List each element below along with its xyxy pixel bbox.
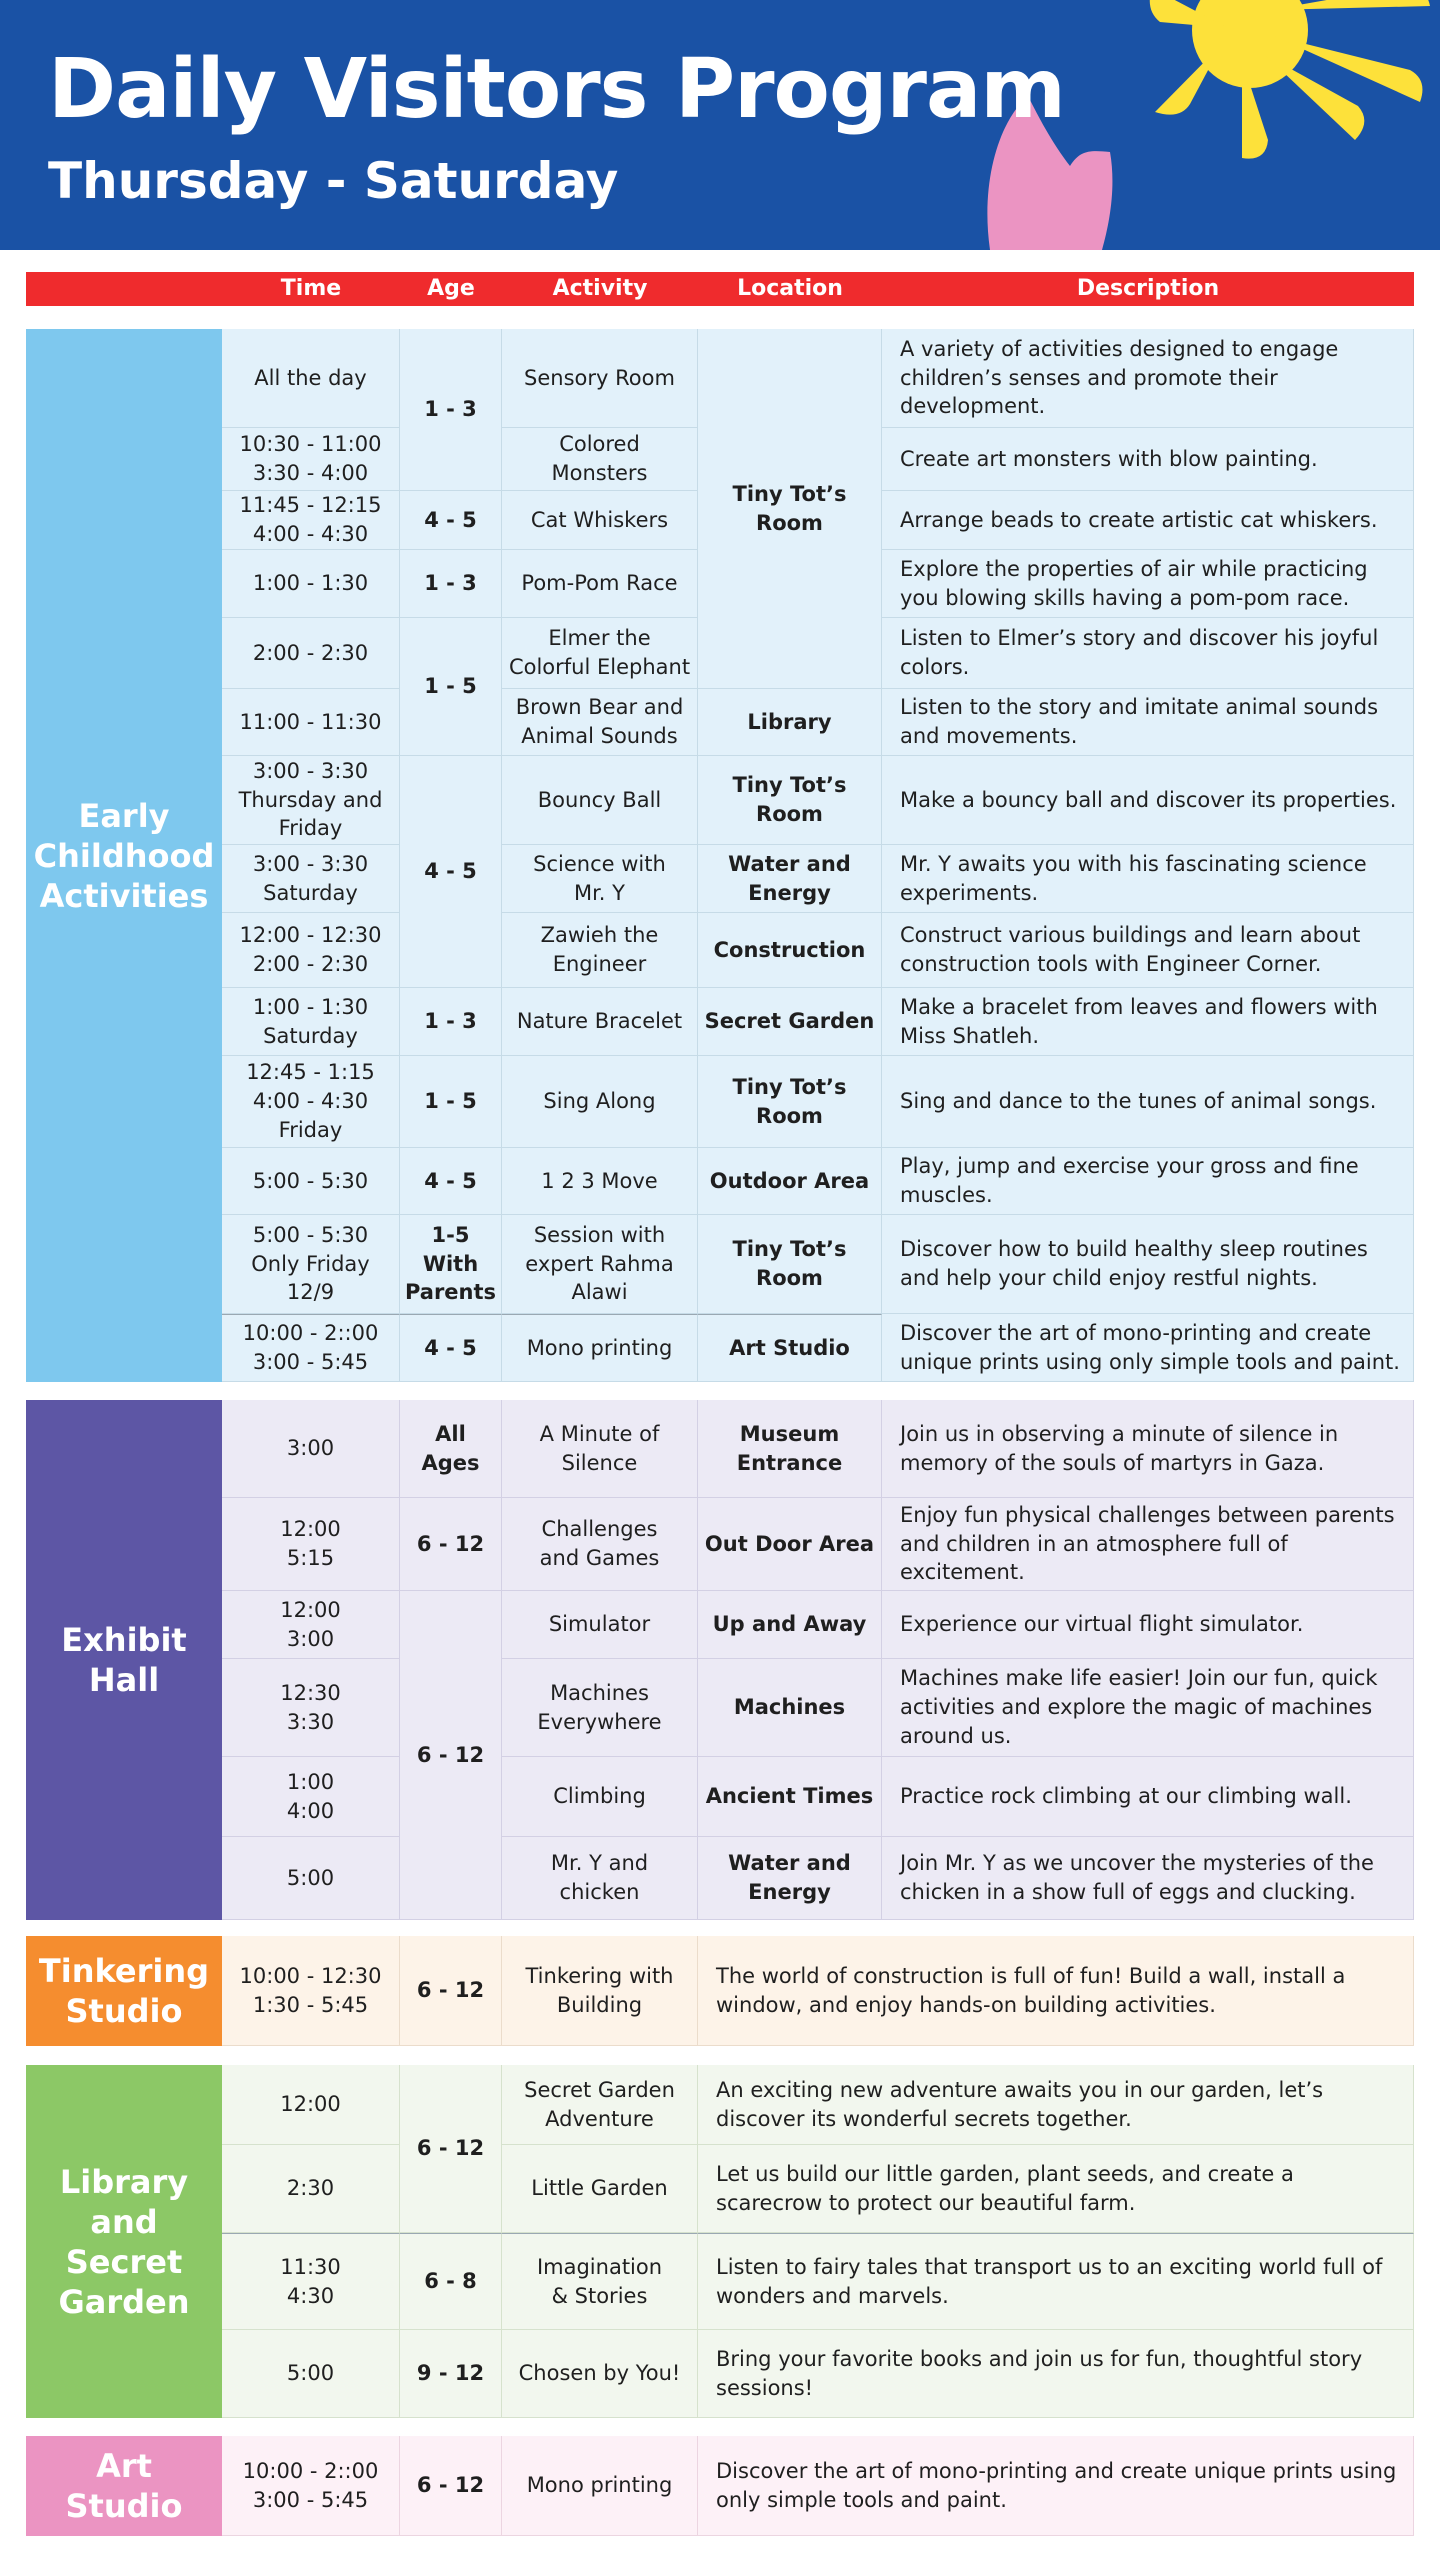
cell-description: Join us in observing a minute of silence in memory of the souls of martyrs in Gaza. (882, 1400, 1414, 1498)
cell-description: Listen to the story and imitate animal sounds and movements. (882, 689, 1414, 756)
cell-age: All Ages (400, 1400, 502, 1498)
cell-time: 2:30 (222, 2145, 400, 2233)
cell-description: Practice rock climbing at our climbing wall. (882, 1757, 1414, 1837)
cell-age: 4 - 5 (400, 756, 502, 988)
cell-description: Join Mr. Y as we uncover the mysteries of the chicken in a show full of eggs and clucking. (882, 1837, 1414, 1920)
cell-age: 1 - 3 (400, 988, 502, 1056)
cell-time: 11:45 - 12:15 4:00 - 4:30 (222, 491, 400, 550)
cell-time: 12:45 - 1:15 4:00 - 4:30 Friday (222, 1056, 400, 1148)
cell-description: An exciting new adventure awaits you in our garden, let’s discover its wonderful secrets together. (698, 2065, 1414, 2145)
cell-activity: Science with Mr. Y (502, 845, 698, 913)
cell-activity: Mono printing (502, 2436, 698, 2536)
cell-activity: Secret Garden Adventure (502, 2065, 698, 2145)
cell-time: 5:00 - 5:30 Only Friday 12/9 (222, 1215, 400, 1314)
section-label-tinkering: Tinkering Studio (26, 1936, 222, 2046)
cell-activity: Little Garden (502, 2145, 698, 2233)
section-label-art: Art Studio (26, 2436, 222, 2536)
cell-activity: Pom-Pom Race (502, 550, 698, 618)
cell-description: Machines make life easier! Join our fun, quick activities and explore the magic of machines around us. (882, 1659, 1414, 1757)
cell-description: Play, jump and exercise your gross and fine muscles. (882, 1148, 1414, 1215)
cell-age: 6 - 12 (400, 1936, 502, 2046)
cell-description: A variety of activities designed to engage children’s senses and promote their development. (882, 329, 1414, 428)
cell-location: Machines (698, 1659, 882, 1757)
cell-age: 1 - 3 (400, 329, 502, 491)
cell-description: Explore the properties of air while practicing you blowing skills having a pom-pom race. (882, 550, 1414, 618)
cell-time: 12:30 3:30 (222, 1659, 400, 1757)
cell-time: 12:00 5:15 (222, 1498, 400, 1591)
cell-activity: Machines Everywhere (502, 1659, 698, 1757)
cell-activity: A Minute of Silence (502, 1400, 698, 1498)
cell-time: 10:00 - 2::00 3:00 - 5:45 (222, 1314, 400, 1382)
cell-time: 12:00 - 12:30 2:00 - 2:30 (222, 913, 400, 988)
cell-activity: Climbing (502, 1757, 698, 1837)
section-label-early: Early Childhood Activities (26, 329, 222, 1382)
cell-time: 3:00 - 3:30 Thursday and Friday (222, 756, 400, 845)
cell-activity: Chosen by You! (502, 2330, 698, 2418)
cell-location: Library (698, 689, 882, 756)
cell-time: 1:00 - 1:30 (222, 550, 400, 618)
header-banner (0, 0, 1440, 250)
cell-description: Mr. Y awaits you with his fascinating science experiments. (882, 845, 1414, 913)
cell-age: 1 - 5 (400, 618, 502, 756)
cell-activity: Zawieh the Engineer (502, 913, 698, 988)
column-header-bar (26, 272, 1414, 306)
cell-activity: Session with expert Rahma Alawi (502, 1215, 698, 1314)
cell-age: 9 - 12 (400, 2330, 502, 2418)
cell-location: Tiny Tot’s Room (698, 1056, 882, 1148)
column-header-time: Time (280, 276, 342, 301)
cell-description: Enjoy fun physical challenges between parents and children in an atmosphere full of excitement. (882, 1498, 1414, 1591)
cell-activity: Bouncy Ball (502, 756, 698, 845)
cell-age: 1 - 5 (400, 1056, 502, 1148)
cell-location: Museum Entrance (698, 1400, 882, 1498)
cell-description: Let us build our little garden, plant seeds, and create a scarecrow to protect our beautiful farm. (698, 2145, 1414, 2233)
cell-location: Tiny Tot’s Room (698, 1215, 882, 1314)
cell-location: Construction (698, 913, 882, 988)
cell-location: Up and Away (698, 1591, 882, 1659)
cell-description: Bring your favorite books and join us for fun, thoughtful story sessions! (698, 2330, 1414, 2418)
cell-age: 6 - 12 (400, 1591, 502, 1920)
cell-time: 1:00 4:00 (222, 1757, 400, 1837)
cell-age: 4 - 5 (400, 491, 502, 550)
cell-location: Secret Garden (698, 988, 882, 1056)
cell-description: Listen to fairy tales that transport us to an exciting world full of wonders and marvels. (698, 2233, 1414, 2330)
cell-time: 5:00 - 5:30 (222, 1148, 400, 1215)
cell-time: 11:30 4:30 (222, 2233, 400, 2330)
cell-description: Create art monsters with blow painting. (882, 428, 1414, 491)
cell-time: All the day (222, 329, 400, 428)
cell-age: 1-5 With Parents (400, 1215, 502, 1314)
cell-description: The world of construction is full of fun! Build a wall, install a window, and enjoy hands-on building activities. (698, 1936, 1414, 2046)
cell-location: Out Door Area (698, 1498, 882, 1591)
cell-activity: Tinkering with Building (502, 1936, 698, 2046)
cell-age: 1 - 3 (400, 550, 502, 618)
section-label-exhibit: Exhibit Hall (26, 1400, 222, 1920)
cell-age: 6 - 12 (400, 1498, 502, 1591)
column-header-description: Description (1076, 276, 1220, 301)
cell-activity: Elmer the Colorful Elephant (502, 618, 698, 689)
cell-description: Listen to Elmer’s story and discover his joyful colors. (882, 618, 1414, 689)
cell-activity: Sing Along (502, 1056, 698, 1148)
cell-description: Discover how to build healthy sleep routines and help your child enjoy restful nights. (882, 1215, 1414, 1314)
cell-location: Tiny Tot’s Room (698, 329, 882, 689)
cell-time: 10:00 - 12:30 1:30 - 5:45 (222, 1936, 400, 2046)
cell-location: Outdoor Area (698, 1148, 882, 1215)
cell-activity: Mr. Y and chicken (502, 1837, 698, 1920)
cell-location: Ancient Times (698, 1757, 882, 1837)
cell-activity: Brown Bear and Animal Sounds (502, 689, 698, 756)
cell-activity: Sensory Room (502, 329, 698, 428)
cell-location: Water and Energy (698, 1837, 882, 1920)
column-header-age: Age (427, 276, 475, 301)
section-label-library: Library and Secret Garden (26, 2065, 222, 2418)
cell-description: Sing and dance to the tunes of animal songs. (882, 1056, 1414, 1148)
cell-activity: Challenges and Games (502, 1498, 698, 1591)
cell-activity: Cat Whiskers (502, 491, 698, 550)
cell-location: Water and Energy (698, 845, 882, 913)
cell-age: 4 - 5 (400, 1148, 502, 1215)
page-title: Daily Visitors Program (48, 42, 1065, 137)
cell-activity: 1 2 3 Move (502, 1148, 698, 1215)
cell-location: Tiny Tot’s Room (698, 756, 882, 845)
cell-time: 10:30 - 11:00 3:30 - 4:00 (222, 428, 400, 491)
cell-description: Discover the art of mono-printing and create unique prints using only simple tools and paint. (698, 2436, 1414, 2536)
cell-age: 6 - 12 (400, 2436, 502, 2536)
cell-description: Make a bracelet from leaves and flowers with Miss Shatleh. (882, 988, 1414, 1056)
cell-description: Discover the art of mono-printing and create unique prints using only simple tools and paint. (882, 1314, 1414, 1382)
cell-time: 11:00 - 11:30 (222, 689, 400, 756)
cell-time: 10:00 - 2::00 3:00 - 5:45 (222, 2436, 400, 2536)
column-header-location: Location (737, 276, 843, 301)
cell-activity: Colored Monsters (502, 428, 698, 491)
cell-description: Arrange beads to create artistic cat whiskers. (882, 491, 1414, 550)
cell-time: 5:00 (222, 1837, 400, 1920)
cell-activity: Simulator (502, 1591, 698, 1659)
cell-location: Art Studio (698, 1314, 882, 1382)
cell-activity: Mono printing (502, 1314, 698, 1382)
column-header-activity: Activity (552, 276, 648, 301)
page-subtitle: Thursday - Saturday (48, 152, 619, 210)
cell-time: 12:00 (222, 2065, 400, 2145)
cell-description: Experience our virtual flight simulator. (882, 1591, 1414, 1659)
cell-age: 4 - 5 (400, 1314, 502, 1382)
cell-time: 3:00 - 3:30 Saturday (222, 845, 400, 913)
cell-time: 3:00 (222, 1400, 400, 1498)
cell-time: 1:00 - 1:30 Saturday (222, 988, 400, 1056)
cell-age: 6 - 12 (400, 2065, 502, 2233)
cell-time: 5:00 (222, 2330, 400, 2418)
cell-age: 6 - 8 (400, 2233, 502, 2330)
cell-description: Construct various buildings and learn about construction tools with Engineer Corner. (882, 913, 1414, 988)
cell-time: 12:00 3:00 (222, 1591, 400, 1659)
cell-time: 2:00 - 2:30 (222, 618, 400, 689)
cell-description: Make a bouncy ball and discover its properties. (882, 756, 1414, 845)
cell-activity: Imagination & Stories (502, 2233, 698, 2330)
cell-activity: Nature Bracelet (502, 988, 698, 1056)
